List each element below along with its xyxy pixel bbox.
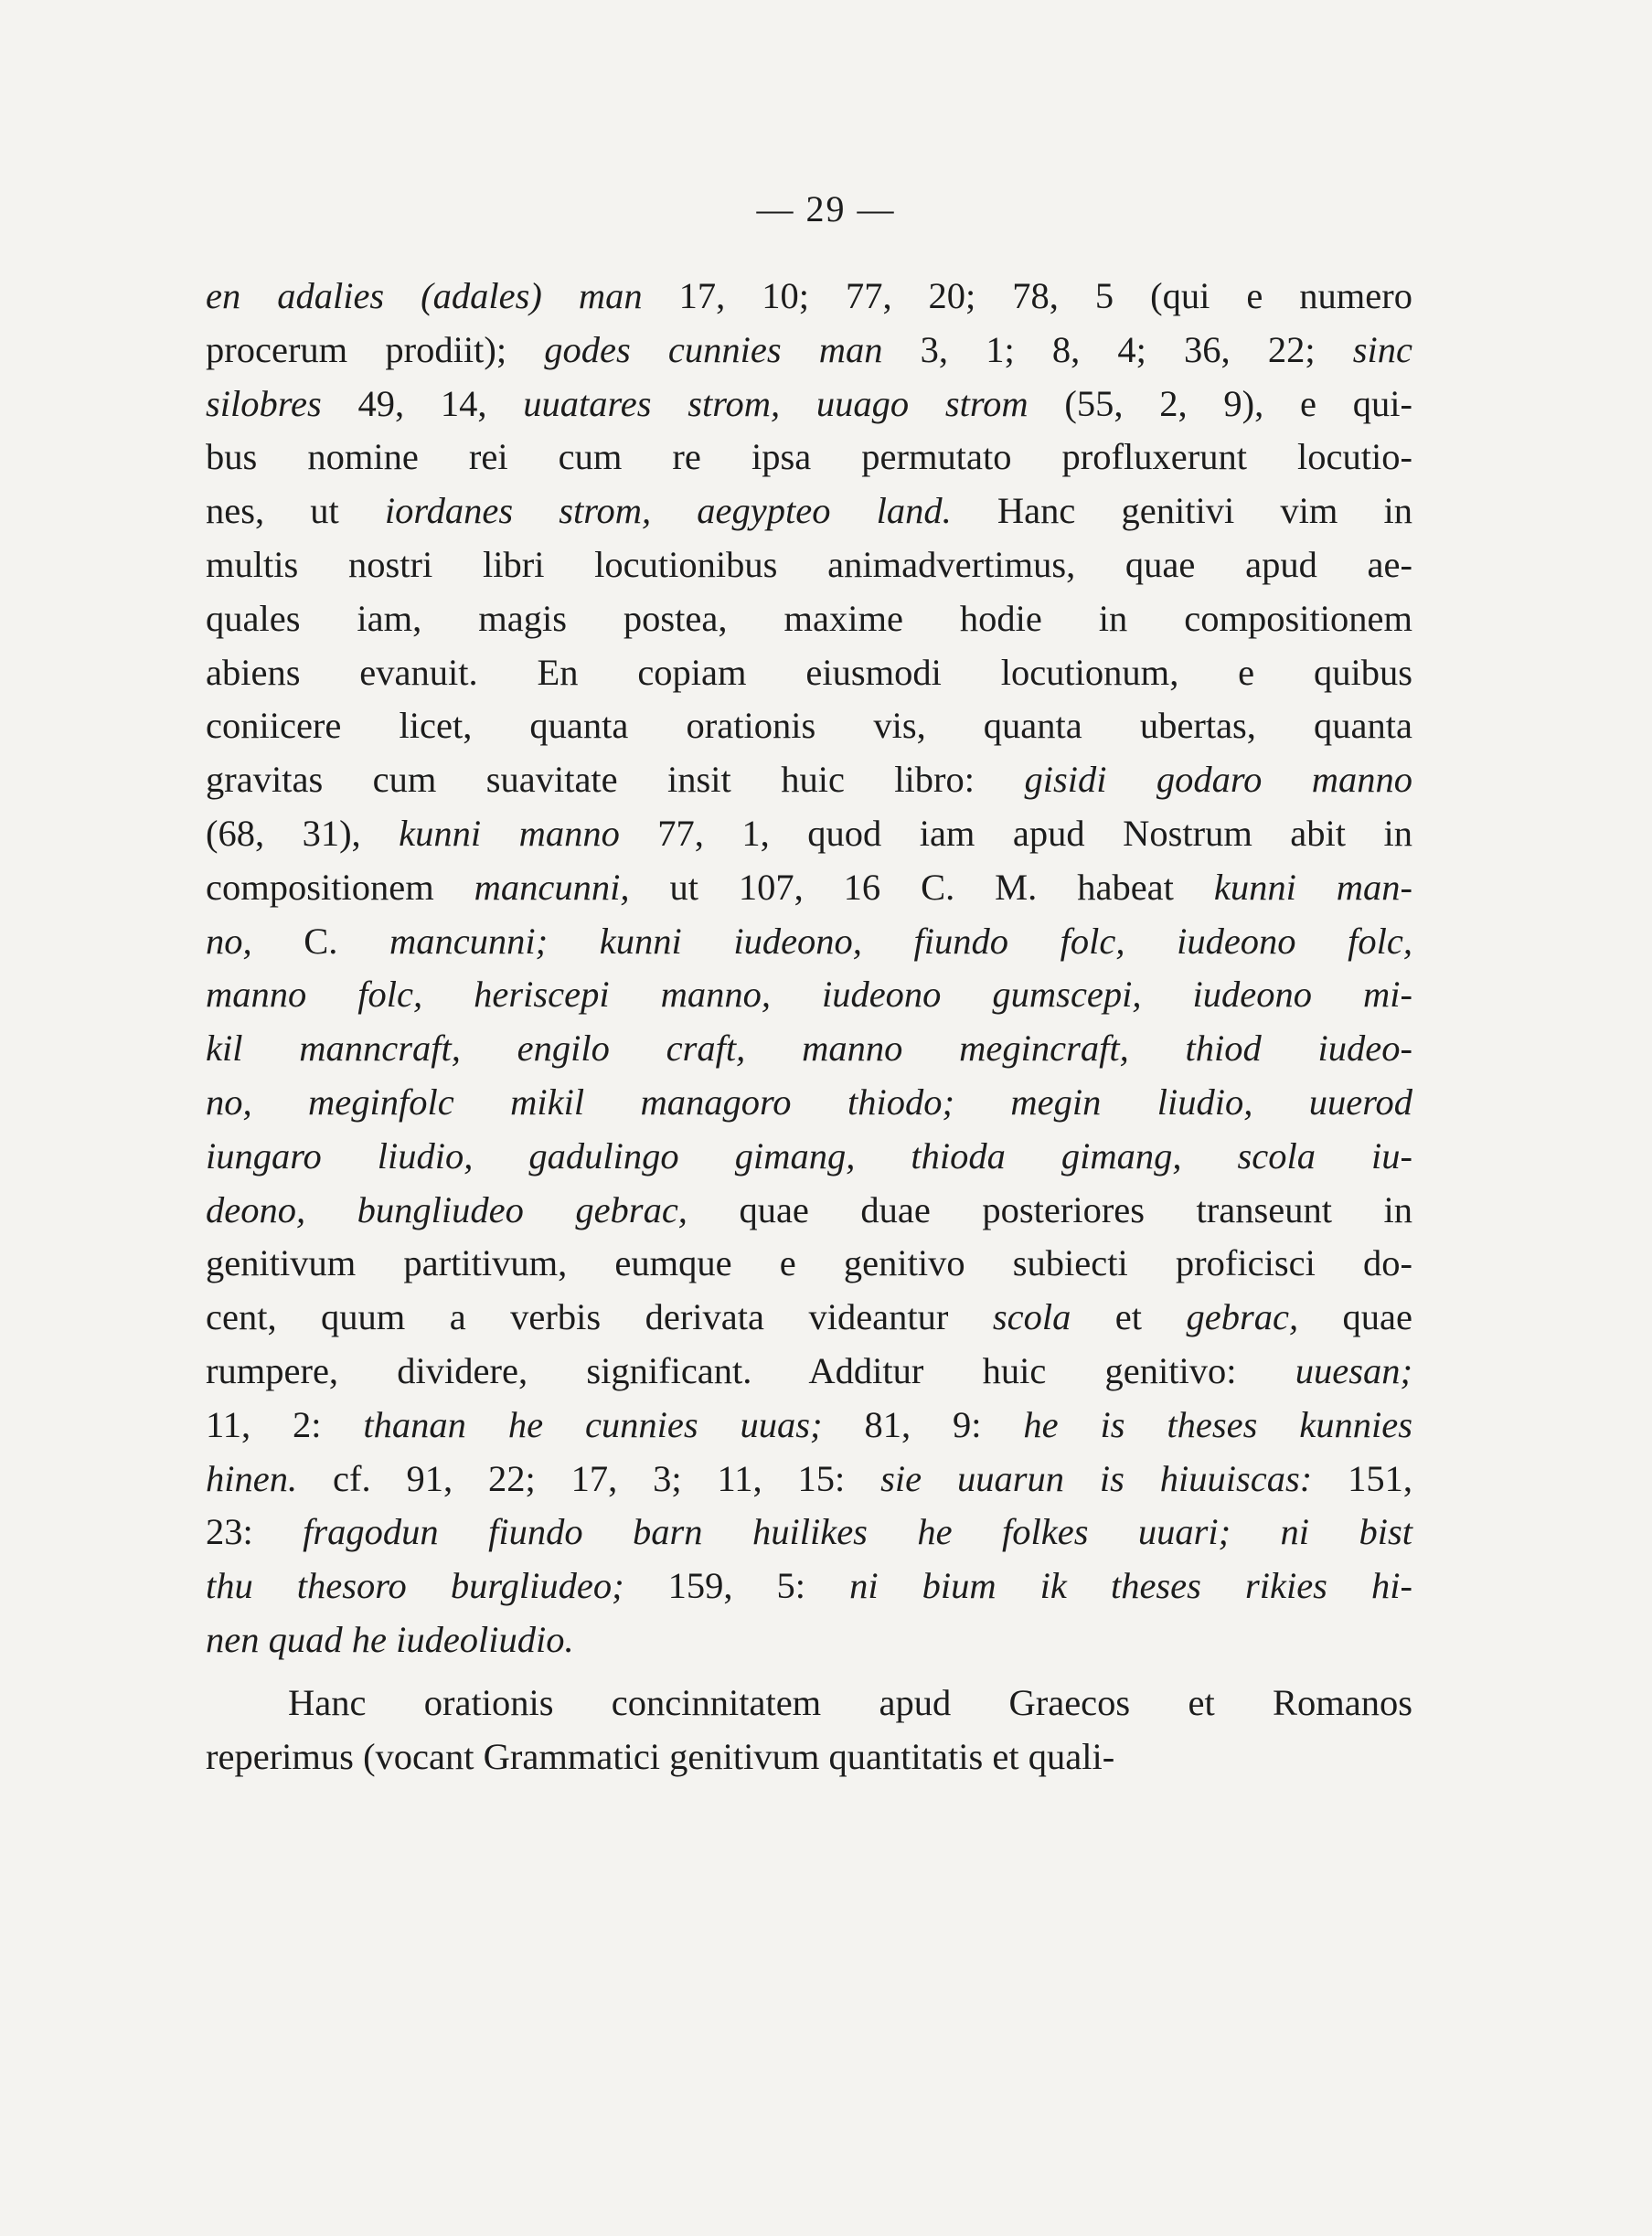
text-segment: coniicere licet, quanta orationis vis, quanta ubertas, quanta <box>206 705 1412 747</box>
text-segment: 17, 10; 77, 20; 78, 5 (qui e numero <box>642 275 1412 316</box>
italic-segment: godes cunnies man <box>544 328 883 370</box>
text-segment: abiens evanuit. En copiam eiusmodi locutionum, e quibus <box>206 651 1412 693</box>
italic-segment: uuesan; <box>1295 1349 1412 1391</box>
italic-segment: ni bium ik theses rikies hi- <box>849 1565 1412 1607</box>
text-segment: Hanc genitivi vim in <box>951 490 1412 532</box>
text-line <box>206 1130 1412 1184</box>
text-segment: rumpere, dividere, significant. Additur huic genitivo: <box>206 1349 1295 1391</box>
italic-segment: thu thesoro burgliudeo; <box>206 1565 624 1607</box>
text-segment: ut 107, 16 C. M. habeat <box>629 866 1214 908</box>
text-segment: multis nostri libri locutionibus animadvertimus, quae apud ae- <box>206 543 1412 585</box>
text-segment: 159, 5: <box>623 1565 850 1607</box>
text-segment: Hanc orationis concinnitatem apud Graecos et Romanos <box>288 1681 1412 1723</box>
text-line <box>206 1453 1412 1507</box>
text-line <box>206 324 1412 378</box>
italic-segment: sie uuarun is hiuuiscas: <box>880 1457 1313 1499</box>
paragraph-gap <box>206 1667 1412 1677</box>
text-segment: 81, 9: <box>822 1403 1024 1445</box>
text-line <box>206 646 1412 700</box>
text-line <box>206 807 1412 861</box>
text-segment: quae duae posteriores transeunt in <box>687 1188 1413 1230</box>
italic-segment: no, <box>206 920 252 962</box>
italic-segment: kunni manno <box>399 812 620 854</box>
text-line <box>206 968 1412 1022</box>
italic-segment: scola <box>992 1296 1071 1338</box>
text-line <box>206 1184 1412 1238</box>
text-segment: procerum prodiit); <box>206 328 545 370</box>
text-segment: compositionem <box>206 866 474 908</box>
text-segment: 3, 1; 8, 4; 36, 22; <box>882 328 1353 370</box>
italic-segment: iungaro liudio, gadulingo gimang, thioda gimang, scola iu- <box>206 1134 1412 1177</box>
body-text <box>206 270 1412 1783</box>
text-segment: (68, 31), <box>206 812 400 854</box>
text-line <box>206 915 1412 969</box>
text-segment: (55, 2, 9), e qui- <box>1028 382 1412 424</box>
text-line <box>206 1730 1412 1784</box>
italic-segment: no, meginfolc mikil managoro thiodo; megin liudio, uuerod <box>206 1081 1412 1123</box>
text-line <box>206 1076 1412 1130</box>
text-segment: gravitas cum suavitate insit huic libro: <box>206 759 1025 801</box>
text-segment: et <box>1071 1296 1187 1338</box>
text-segment: bus nomine rei cum re ipsa permutato profluxerunt locutio- <box>206 436 1412 478</box>
italic-segment: he is theses kunnies <box>1023 1403 1412 1445</box>
text-line <box>206 1677 1412 1730</box>
text-line <box>206 1345 1412 1399</box>
text-line <box>206 1237 1412 1291</box>
text-segment: 77, 1, quod iam apud Nostrum abit in <box>619 812 1412 854</box>
text-segment: quales iam, magis postea, maxime hodie in compositionem <box>206 597 1412 639</box>
text-segment: 151, <box>1312 1457 1413 1499</box>
text-line <box>206 699 1412 753</box>
text-line <box>206 1506 1412 1560</box>
italic-segment: silobres <box>206 382 322 424</box>
text-segment: 49, 14, <box>321 382 524 424</box>
text-line <box>206 861 1412 915</box>
italic-segment: en adalies (adales) man <box>206 275 643 316</box>
text-line <box>206 1291 1412 1345</box>
italic-segment: iordanes strom, aegypteo land. <box>384 490 952 532</box>
text-segment: quae <box>1298 1296 1412 1338</box>
italic-segment: deono, bungliudeo gebrac, <box>206 1188 687 1230</box>
italic-segment: fragodun fiundo barn huilikes he folkes uuari; ni bist <box>303 1511 1412 1553</box>
italic-segment: thanan he cunnies uuas; <box>363 1403 823 1445</box>
text-segment: genitivum partitivum, eumque e genitivo subiecti proficisci do- <box>206 1242 1412 1284</box>
text-segment: 23: <box>206 1511 304 1553</box>
text-line <box>206 270 1412 324</box>
italic-segment: kunni man- <box>1213 866 1412 908</box>
italic-segment: kil manncraft, engilo craft, manno megincraft, thiod iudeo- <box>206 1027 1412 1070</box>
text-line <box>206 1560 1412 1613</box>
text-segment: cf. 91, 22; 17, 3; 11, 15: <box>297 1457 881 1499</box>
text-line <box>206 1022 1412 1076</box>
text-segment: C. <box>251 920 389 962</box>
italic-segment: uuatares strom, uuago strom <box>523 382 1029 424</box>
page-number: — 29 — <box>756 188 896 229</box>
text-segment: 11, 2: <box>206 1403 364 1445</box>
text-segment: reperimus (vocant Grammatici genitivum quantitatis et quali- <box>206 1735 1115 1777</box>
italic-segment: mancunni; kunni iudeono, fiundo folc, iudeono folc, <box>389 920 1412 962</box>
text-line <box>206 1613 1412 1667</box>
text-line <box>206 1399 1412 1453</box>
italic-segment: manno folc, heriscepi manno, iudeono gumscepi, iudeono mi- <box>206 974 1412 1016</box>
text-line <box>206 378 1412 431</box>
text-line <box>206 538 1412 592</box>
text-segment: nes, ut <box>206 490 385 532</box>
italic-segment: hinen. <box>206 1457 298 1499</box>
text-line <box>206 753 1412 807</box>
italic-segment: sinc <box>1352 328 1412 370</box>
text-line <box>206 592 1412 646</box>
text-line <box>206 431 1412 484</box>
italic-segment: gebrac, <box>1186 1296 1299 1338</box>
text-segment: cent, quum a verbis derivata videantur <box>206 1296 993 1338</box>
italic-segment: gisidi godaro manno <box>1024 759 1412 801</box>
text-line <box>206 484 1412 538</box>
italic-segment: nen quad he iudeoliudio. <box>206 1618 574 1660</box>
italic-segment: mancunni, <box>474 866 630 908</box>
